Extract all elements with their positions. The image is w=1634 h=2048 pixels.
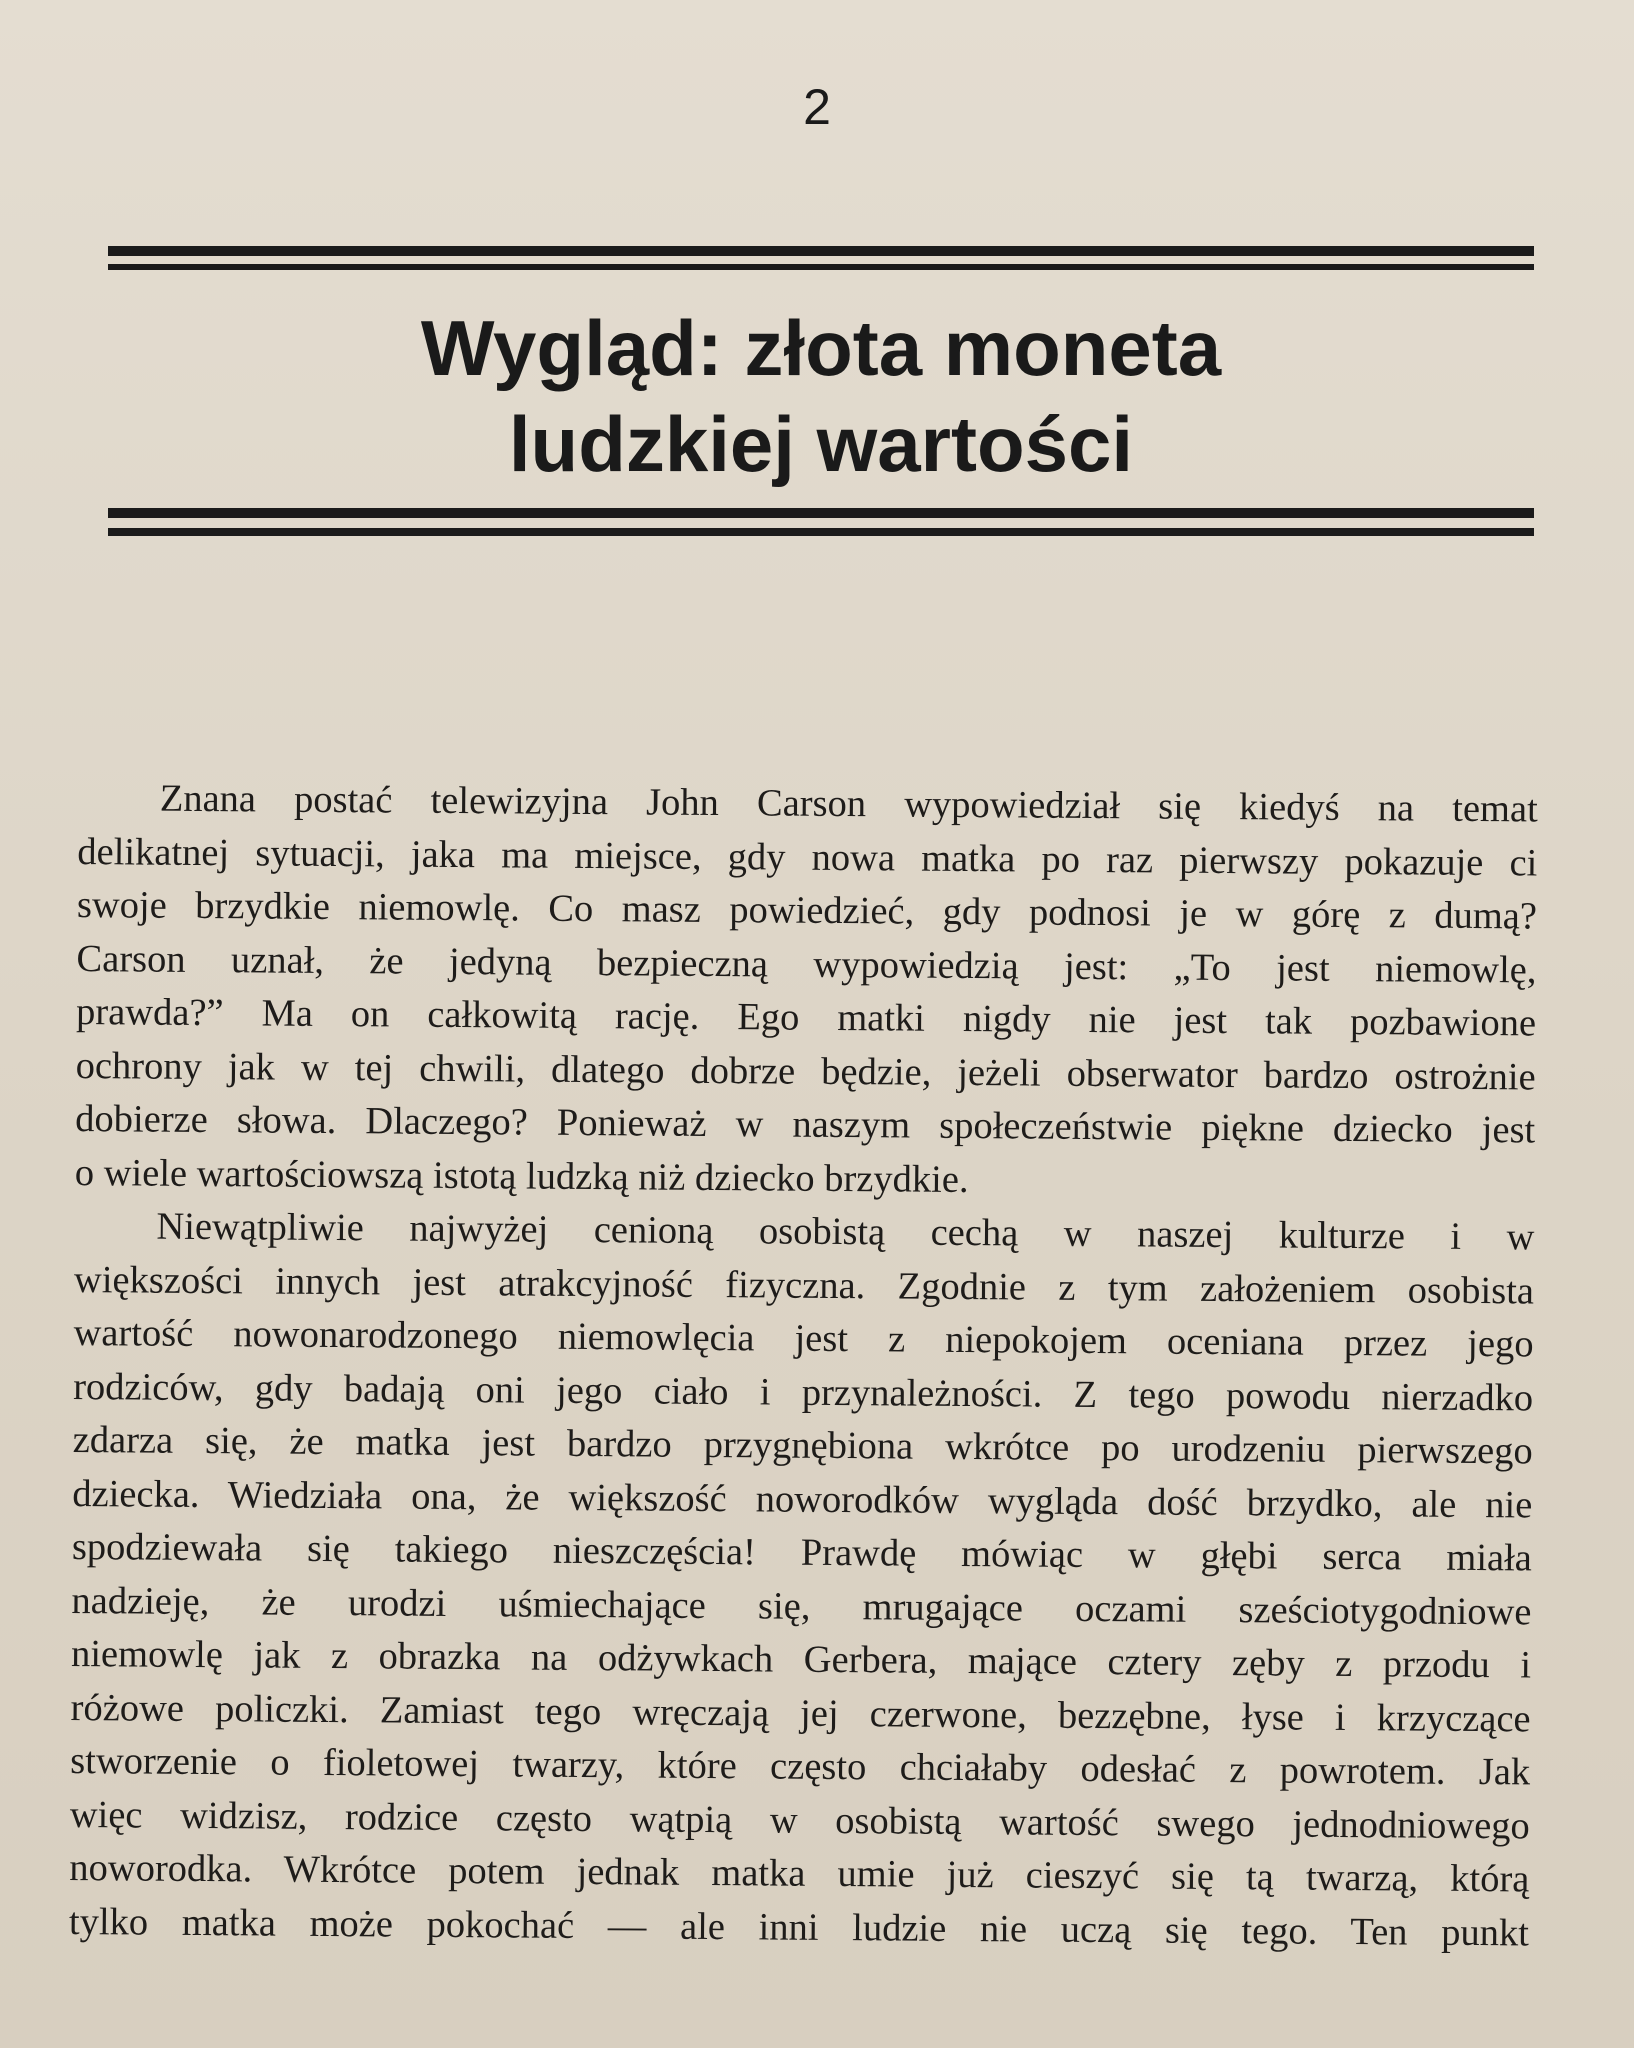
text-line: Znana postać telewizyjna John Carson wypowiedział się kiedyś na temat bbox=[159, 777, 1538, 831]
title-bottom-rule-thick bbox=[108, 508, 1534, 518]
text-line: swoje brzydkie niemowlę. Co masz powiedzieć, gdy podnosi je w górę z dumą? bbox=[76, 883, 1538, 938]
text-line: różowe policzki. Zamiast tego wręczają jej czerwone, bezzębne, łyse i krzyczące bbox=[70, 1686, 1531, 1740]
text-line: Niewątpliwie najwyżej cenioną osobistą cechą w naszej kulturze i w bbox=[156, 1205, 1535, 1259]
text-line: ochrony jak w tej chwili, dlatego dobrze będzie, jeżeli obserwator bardzo ostrożnie bbox=[75, 1044, 1536, 1098]
chapter-number: 2 bbox=[803, 79, 831, 135]
text-line: nadzieję, że urodzi uśmiechające się, mrugające oczami sześciotygodniowe bbox=[71, 1579, 1532, 1633]
text-line: rodziców, gdy badają oni jego ciało i przynależności. Z tego powodu nierzadko bbox=[73, 1365, 1534, 1419]
text-line: większości innych jest atrakcyjność fizyczna. Zgodnie z tym założeniem osobista bbox=[73, 1258, 1535, 1312]
text-line: noworodka. Wkrótce potem jednak matka umie już cieszyć się tą twarzą, którą bbox=[69, 1846, 1530, 1901]
text-line: dobierze słowa. Dlaczego? Ponieważ w naszym społeczeństwie piękne dziecko jest bbox=[75, 1097, 1536, 1152]
title-top-rule-thick bbox=[108, 246, 1534, 256]
text-line: o wiele wartościowszą istotą ludzką niż dziecko brzydkie. bbox=[74, 1151, 969, 1201]
title-bottom-rule-thin bbox=[108, 528, 1534, 536]
text-line: stworzenie o fioletowej twarzy, które często chciałaby odesłać z powrotem. Jak bbox=[70, 1739, 1531, 1794]
text-line: zdarza się, że matka jest bardzo przygnębiona wkrótce po urodzeniu pierwszego bbox=[72, 1418, 1533, 1473]
text-line: wartość nowonarodzonego niemowlęcia jest z niepokojem oceniana przez jego bbox=[73, 1311, 1534, 1366]
text-line: Carson uznał, że jedyną bezpieczną wypowiedzią jest: „To jest niemowlę, bbox=[76, 937, 1537, 991]
text-line: delikatnej sytuacji, jaka ma miejsce, gdy nowa matka po raz pierwszy pokazuje ci bbox=[77, 830, 1538, 884]
text-line: tylko matka może pokochać — ale inni ludzie nie uczą się tego. Ten punkt bbox=[68, 1900, 1530, 1954]
text-line: niemowlę jak z obrazka na odżywkach Gerbera, mające cztery zęby z przodu i bbox=[70, 1632, 1532, 1687]
text-line: dziecka. Wiedziała ona, że większość noworodków wygląda dość brzydko, ale nie bbox=[72, 1472, 1533, 1526]
body-text bbox=[69, 772, 1538, 1960]
text-line: spodziewała się takiego nieszczęścia! Prawdę mówiąc w głębi serca miała bbox=[71, 1525, 1533, 1580]
title-top-rule-thin bbox=[108, 264, 1534, 270]
text-line: więc widzisz, rodzice często wątpią w osobistą wartość swego jednodniowego bbox=[69, 1793, 1530, 1847]
chapter-title bbox=[108, 300, 1534, 492]
chapter-title-line-2: ludzkiej wartości bbox=[508, 400, 1134, 488]
text-line: prawda?” Ma on całkowitą rację. Ego matki nigdy nie jest tak pozbawione bbox=[75, 990, 1537, 1045]
chapter-title-line-1: Wygląd: złota moneta bbox=[420, 304, 1222, 392]
